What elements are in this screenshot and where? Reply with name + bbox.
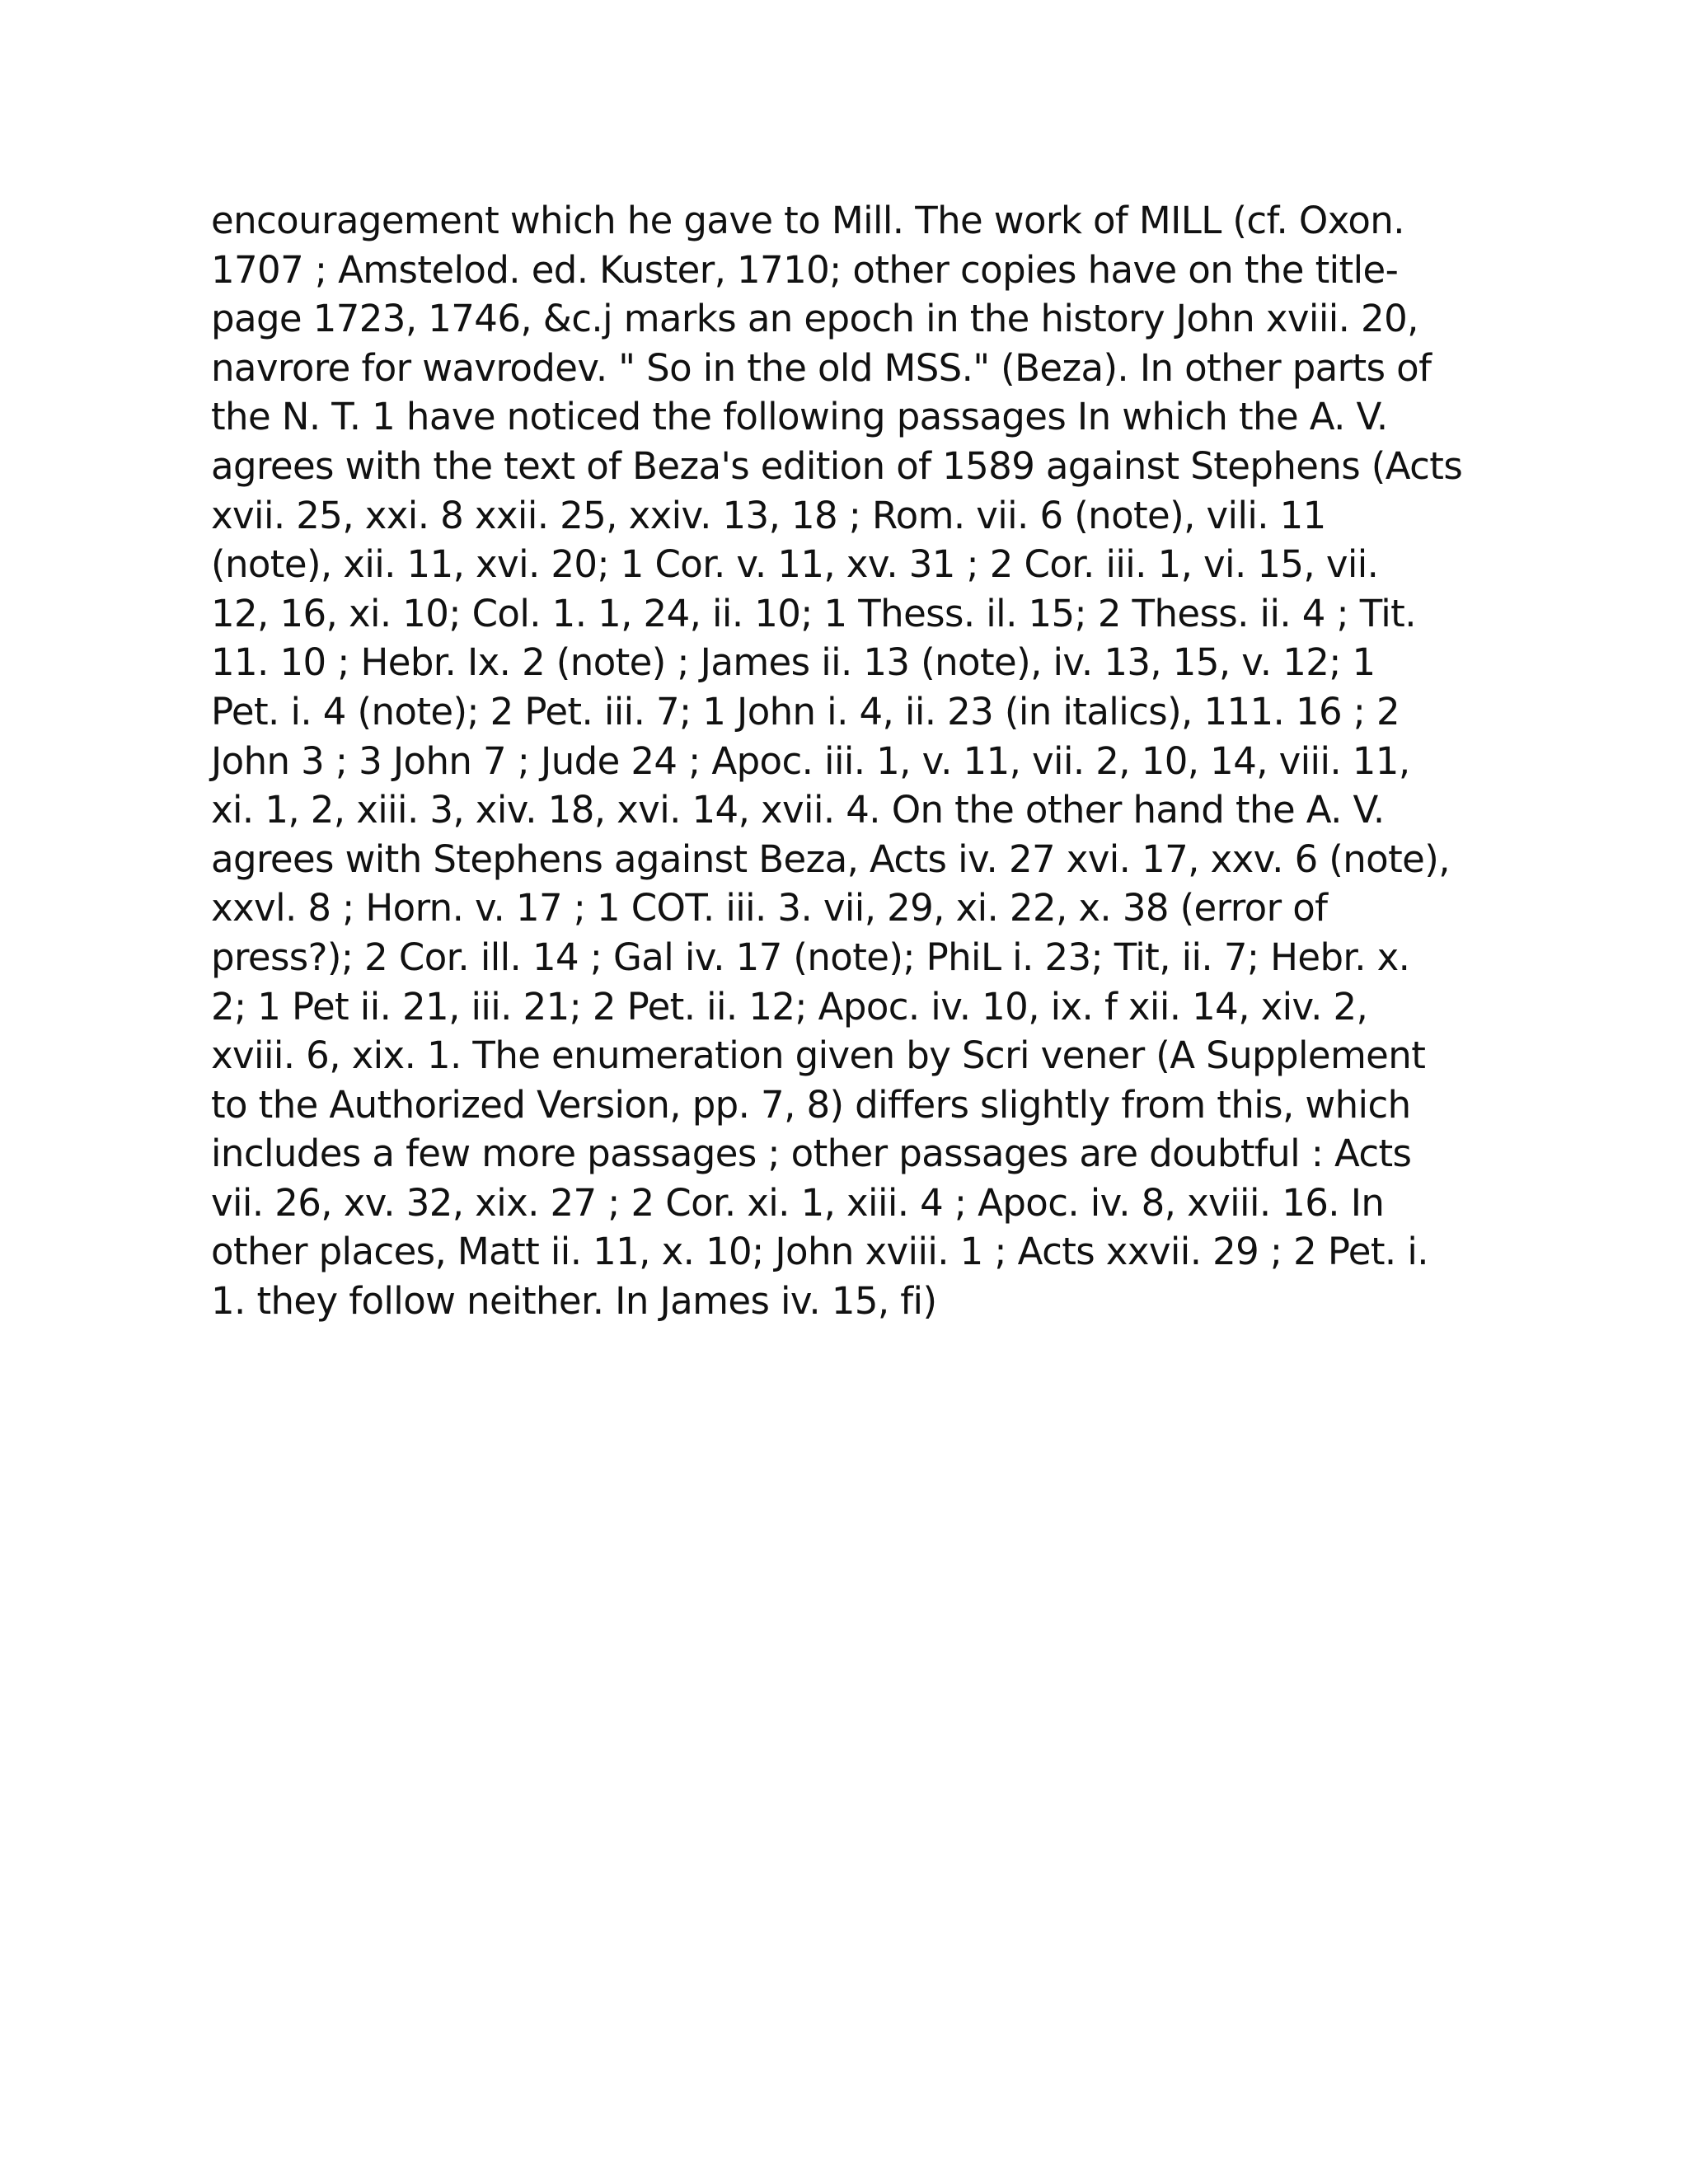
- text-line: other places, Matt ii. 11, x. 10; John xviii. 1 ; Acts xxvii. 29 ; 2 Pet. i.: [211, 1230, 1428, 1274]
- text-line: agrees with the text of Beza's edition of 1589 against Stephens (Acts: [211, 443, 1463, 488]
- text-line: 11. 10 ; Hebr. Ix. 2 (note) ; James ii. 13 (note), iv. 13, 15, v. 12; 1: [211, 640, 1376, 685]
- text-line: xviii. 6, xix. 1. The enumeration given by Scri vener (A Supplement: [211, 1033, 1426, 1078]
- text-line: page 1723, 1746, &c.j marks an epoch in the history John xviii. 20,: [211, 297, 1418, 341]
- text-line: xxvl. 8 ; Horn. v. 17 ; 1 COT. iii. 3. vii, 29, xi. 22, x. 38 (error of: [211, 886, 1328, 930]
- text-line: includes a few more passages ; other passages are doubtful : Acts: [211, 1132, 1412, 1176]
- text-line: to the Authorized Version, pp. 7, 8) differs slightly from this, which: [211, 1082, 1411, 1127]
- text-line: (note), xii. 11, xvi. 20; 1 Cor. v. 11, xv. 31 ; 2 Cor. iii. 1, vi. 15, vii.: [211, 542, 1379, 587]
- body-text: [211, 196, 1497, 1326]
- text-line: agrees with Stephens against Beza, Acts iv. 27 xvi. 17, xxv. 6 (note),: [211, 837, 1450, 881]
- text-line: John 3 ; 3 John 7 ; Jude 24 ; Apoc. iii. 1, v. 11, vii. 2, 10, 14, viii. 11,: [211, 738, 1410, 783]
- text-line: the N. T. 1 have noticed the following passages In which the A. V.: [211, 395, 1388, 439]
- text-line: press?); 2 Cor. ill. 14 ; Gal iv. 17 (note); PhiL i. 23; Tit, ii. 7; Hebr. x.: [211, 935, 1410, 979]
- text-line: 1. they follow neither. In James iv. 15, fi): [211, 1279, 937, 1324]
- text-line: vii. 26, xv. 32, xix. 27 ; 2 Cor. xi. 1, xiii. 4 ; Apoc. iv. 8, xviii. 16. In: [211, 1180, 1385, 1225]
- text-line: xvii. 25, xxi. 8 xxii. 25, xxiv. 13, 18 ; Rom. vii. 6 (note), vili. 11: [211, 493, 1326, 537]
- text-line: 12, 16, xi. 10; Col. 1. 1, 24, ii. 10; 1 Thess. il. 15; 2 Thess. ii. 4 ; Tit.: [211, 591, 1416, 635]
- text-line: 1707 ; Amstelod. ed. Kuster, 1710; other copies have on the title-: [211, 247, 1399, 292]
- text-line: 2; 1 Pet ii. 21, iii. 21; 2 Pet. ii. 12; Apoc. iv. 10, ix. f xii. 14, xiv. 2,: [211, 984, 1368, 1029]
- text-line: encouragement which he gave to Mill. The work of MILL (cf. Oxon.: [211, 199, 1404, 242]
- text-line: xi. 1, 2, xiii. 3, xiv. 18, xvi. 14, xvii. 4. On the other hand the A. V.: [211, 788, 1385, 832]
- text-line: Pet. i. 4 (note); 2 Pet. iii. 7; 1 John i. 4, ii. 23 (in italics), 111. 16 ; 2: [211, 689, 1400, 733]
- text-line: navrore for wavrodev. " So in the old MSS." (Beza). In other parts of: [211, 345, 1432, 390]
